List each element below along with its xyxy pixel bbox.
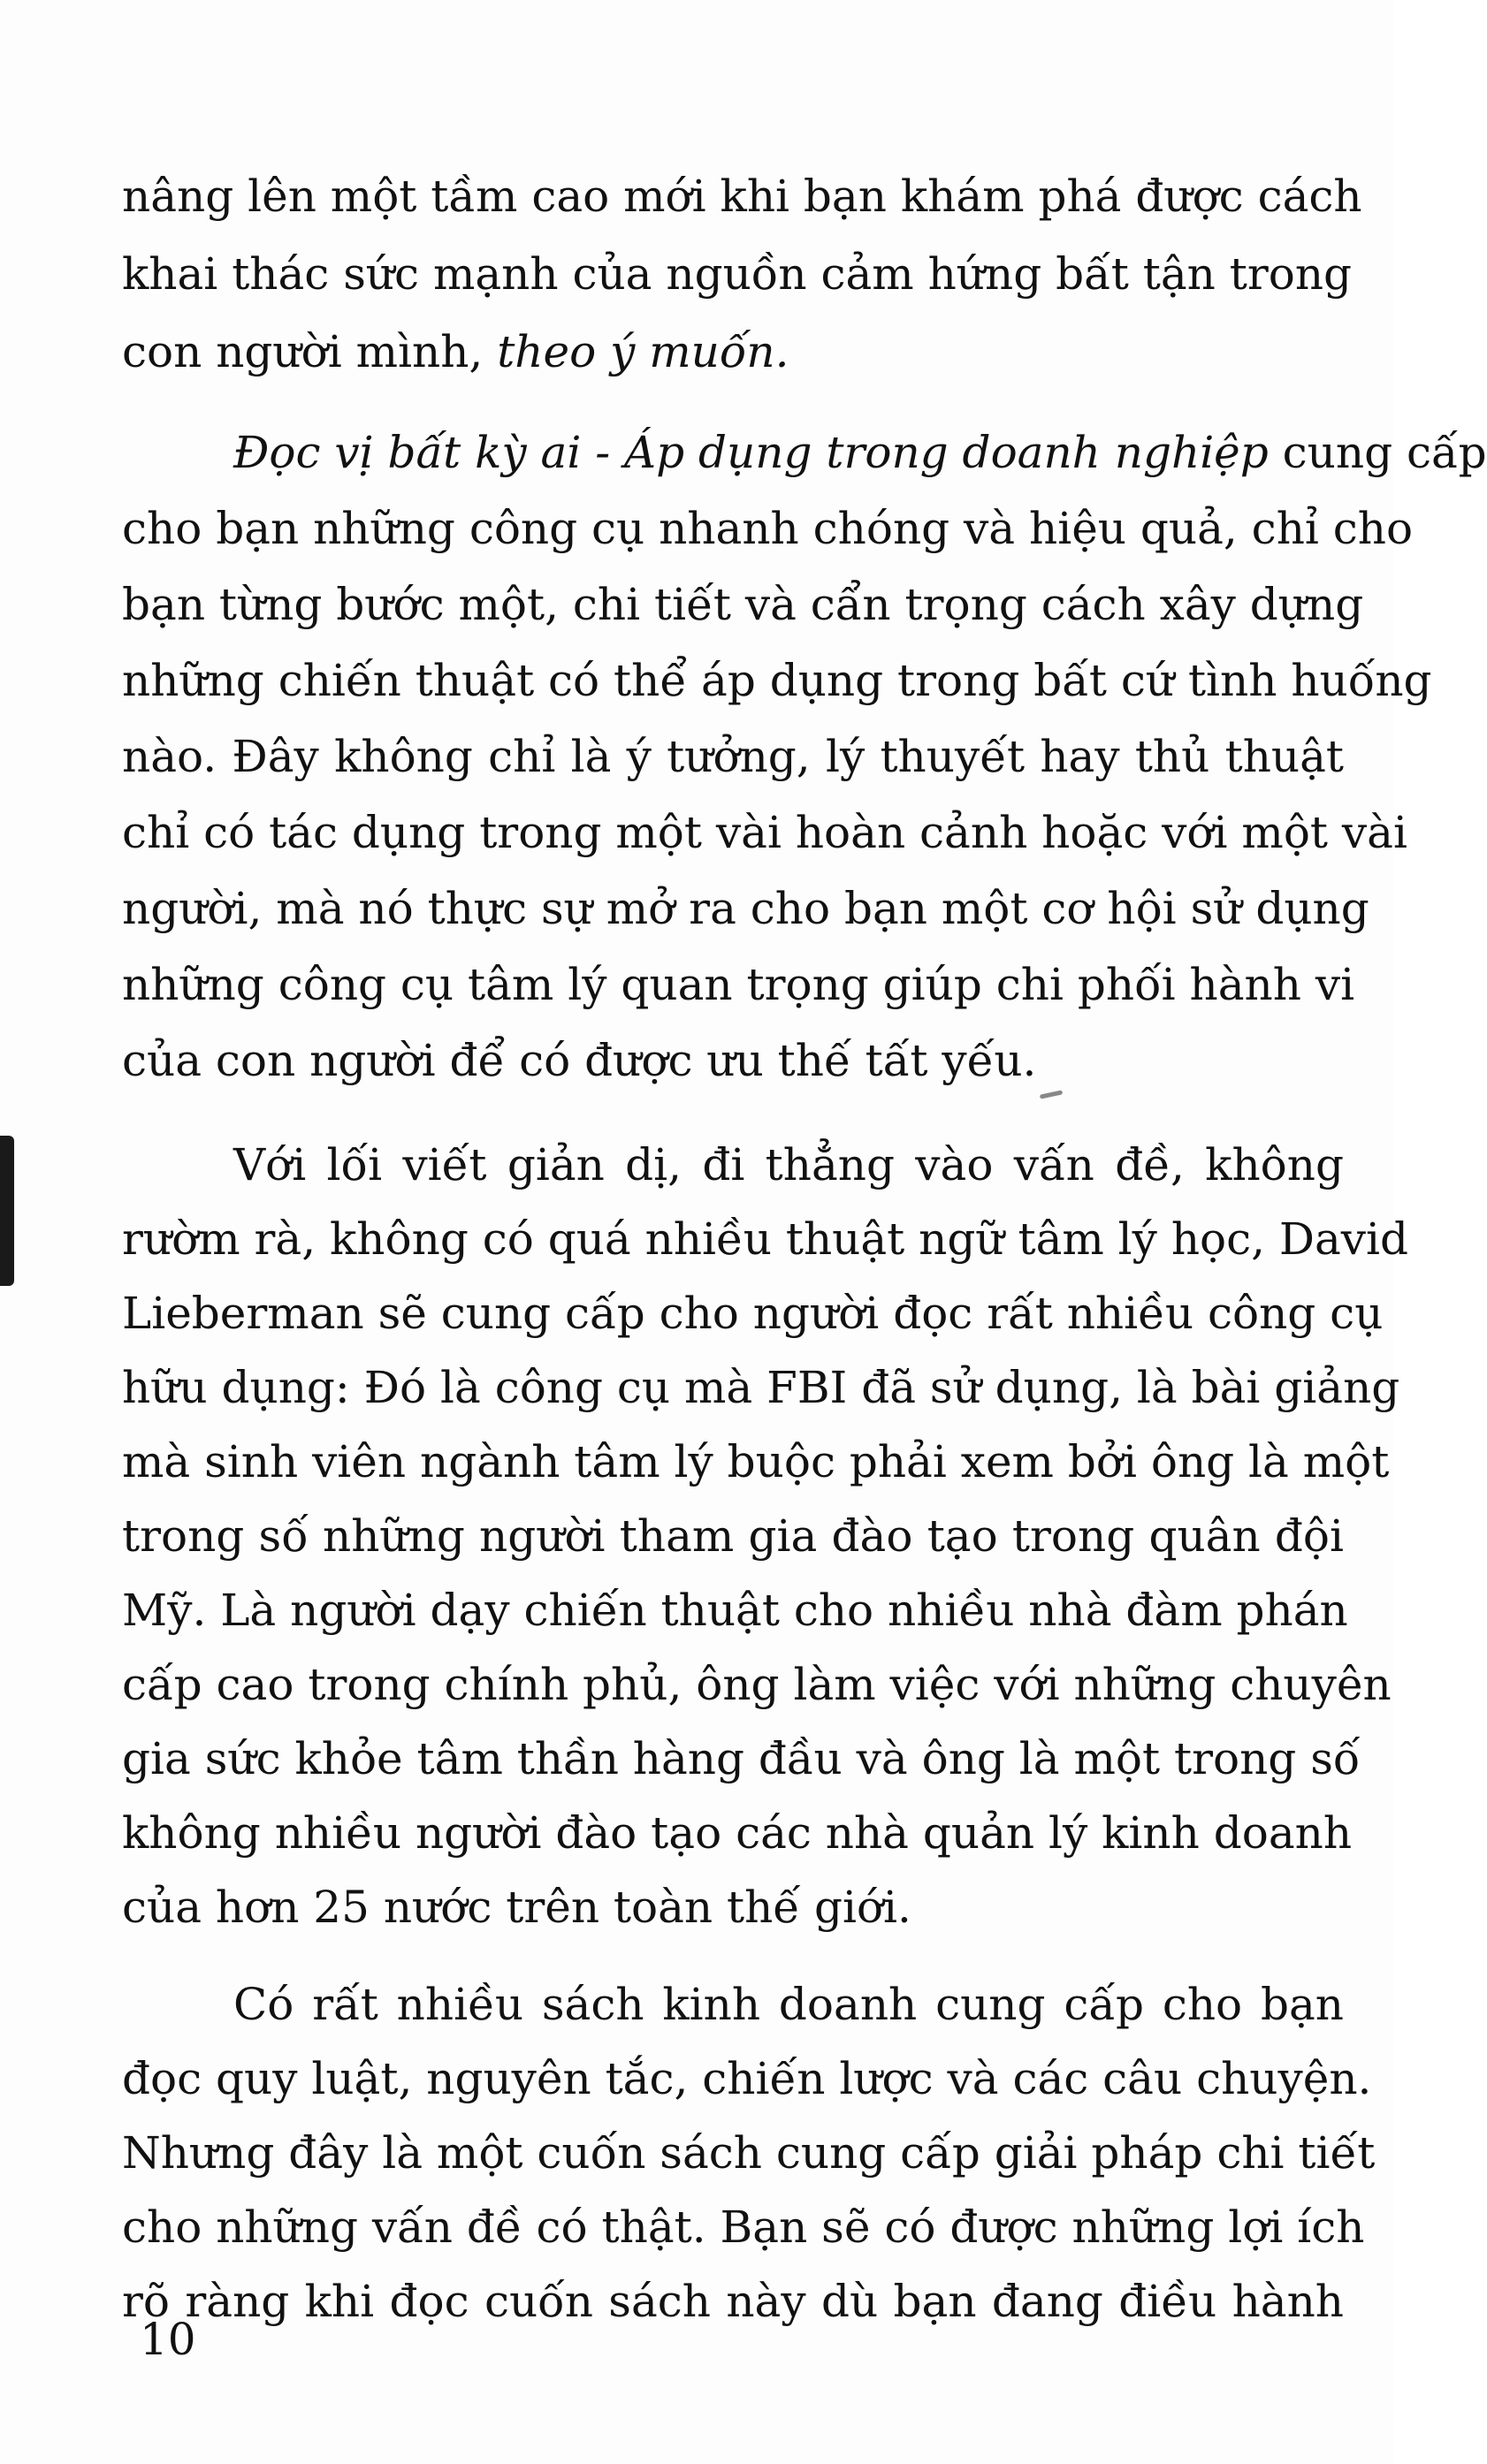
text-line: cho những vấn đề có thật. Bạn sẽ có được những lợi ích bbox=[122, 2202, 1365, 2253]
page-edge-shadow bbox=[0, 1136, 14, 1286]
text-line: người, mà nó thực sự mở ra cho bạn một cơ hội sử dụng bbox=[122, 883, 1369, 934]
text-line: chỉ có tác dụng trong một vài hoàn cảnh hoặc với một vài bbox=[122, 807, 1407, 858]
text-line: bạn từng bước một, chi tiết và cẩn trọng cách xây dựng bbox=[122, 579, 1364, 630]
book-title-italic: Đọc vị bất kỳ ai - Áp dụng trong doanh nghiệp bbox=[233, 427, 1269, 478]
text-line: nào. Đây không chỉ là ý tưởng, lý thuyết hay thủ thuật bbox=[122, 731, 1344, 782]
text-line: cấp cao trong chính phủ, ông làm việc với những chuyên bbox=[122, 1659, 1392, 1710]
text-line: rườm rà, không có quá nhiều thuật ngữ tâm lý học, David bbox=[122, 1213, 1409, 1265]
text-line bbox=[122, 415, 1487, 490]
text-line: Lieberman sẽ cung cấp cho người đọc rất nhiều công cụ bbox=[122, 1288, 1384, 1339]
text-line: khai thác sức mạnh của nguồn cảm hứng bất tận trong bbox=[122, 248, 1353, 300]
page-number: 10 bbox=[140, 2314, 196, 2365]
text-line: rõ ràng khi đọc cuốn sách này dù bạn đang điều hành bbox=[122, 2276, 1344, 2327]
text-line: đọc quy luật, nguyên tắc, chiến lược và các câu chuyện. bbox=[122, 2053, 1372, 2104]
text-line: nâng lên một tầm cao mới khi bạn khám phá được cách bbox=[122, 171, 1362, 222]
text-line: Mỹ. Là người dạy chiến thuật cho nhiều nhà đàm phán bbox=[122, 1585, 1348, 1636]
text-line: trong số những người tham gia đào tạo trong quân đội bbox=[122, 1510, 1344, 1562]
text-line: Có rất nhiều sách kinh doanh cung cấp cho bạn bbox=[233, 1979, 1344, 2030]
text-line: của hơn 25 nước trên toàn thế giới. bbox=[122, 1882, 911, 1933]
text-line: những chiến thuật có thể áp dụng trong bất cứ tình huống bbox=[122, 655, 1432, 706]
text-run: con người mình, bbox=[122, 326, 498, 377]
text-line: của con người để có được ưu thế tất yếu. bbox=[122, 1035, 1037, 1086]
text-line: cho bạn những công cụ nhanh chóng và hiệu quả, chỉ cho bbox=[122, 503, 1414, 554]
text-run: cung cấp bbox=[1268, 427, 1487, 478]
text-line: không nhiều người đào tạo các nhà quản lý kinh doanh bbox=[122, 1807, 1353, 1859]
text-line: những công cụ tâm lý quan trọng giúp chi phối hành vi bbox=[122, 959, 1355, 1010]
text-line: Nhưng đây là một cuốn sách cung cấp giải pháp chi tiết bbox=[122, 2127, 1376, 2179]
italic-text-run: theo ý muốn. bbox=[497, 326, 789, 377]
text-line: hữu dụng: Đó là công cụ mà FBI đã sử dụng, là bài giảng bbox=[122, 1362, 1400, 1413]
text-line: Với lối viết giản dị, đi thẳng vào vấn đề, không bbox=[233, 1139, 1344, 1190]
text-line: mà sinh viên ngành tâm lý buộc phải xem bởi ông là một bbox=[122, 1436, 1390, 1487]
text-line: gia sức khỏe tâm thần hàng đầu và ông là một trong số bbox=[122, 1733, 1361, 1784]
text-line bbox=[122, 315, 1344, 389]
